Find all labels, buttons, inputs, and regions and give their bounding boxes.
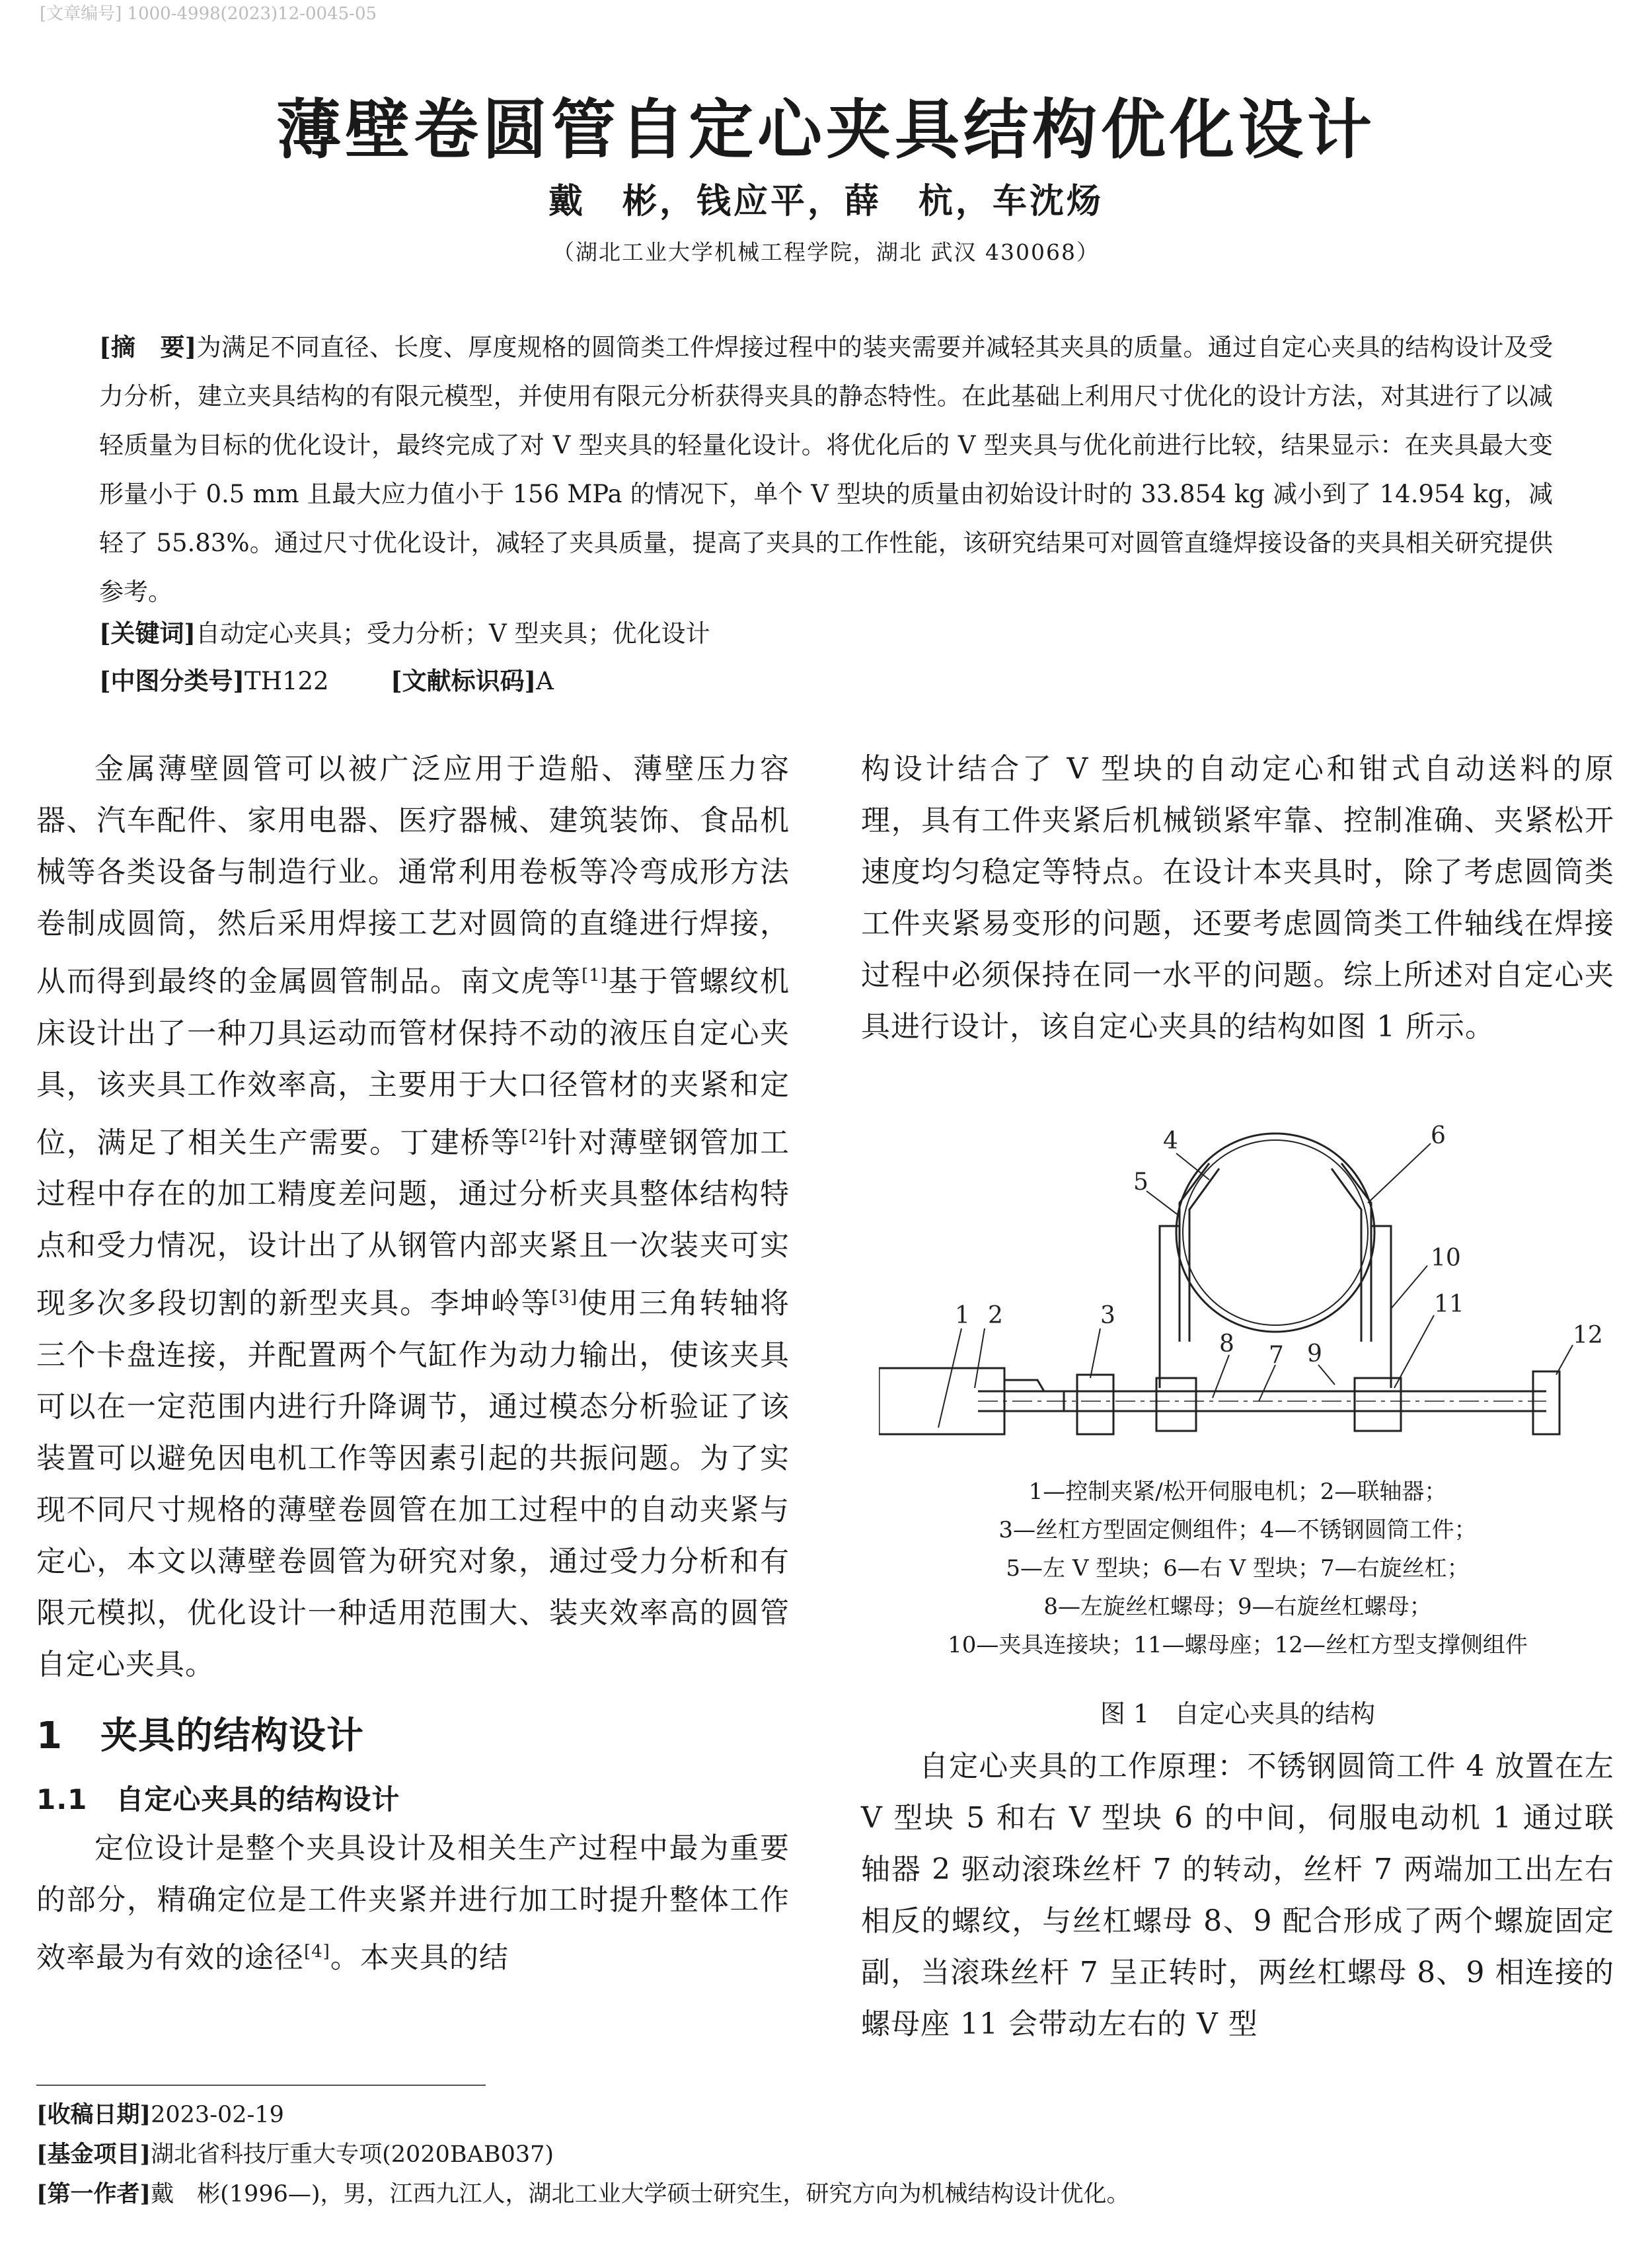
classification-tag: [中图分类号]	[99, 666, 245, 695]
right-connecting-block	[1371, 1226, 1391, 1388]
footnote-divider	[36, 2085, 486, 2086]
doc-code-tag: [文献标识码]	[391, 666, 537, 695]
support-side-assembly	[1533, 1371, 1559, 1434]
label-2: 2	[988, 1302, 1003, 1329]
label-7: 7	[1269, 1342, 1284, 1369]
figure-caption: 图 1 自定心夹具的结构	[1100, 1699, 1376, 1728]
label-4: 4	[1163, 1128, 1178, 1155]
keywords	[99, 613, 710, 649]
classification-value: TH122	[244, 667, 329, 695]
doc-code-value: A	[536, 667, 554, 695]
legend-line: 1—控制夹紧/松开伺服电机；2—联轴器；	[1028, 1479, 1447, 1505]
citation-2: [2]	[521, 1126, 548, 1147]
classification	[99, 661, 554, 697]
header-note: [文章编号] 1000-4998(2023)12-0045-05	[40, 4, 377, 24]
keywords-tag: [关键词]	[99, 619, 196, 648]
section-1-1-paragraph: 定位设计是整个夹具设计及相关生产过程中最为重要的部分，精确定位是工件夹紧并进行加工时提升整体工作效率最为有效的途径[4]。本夹具的结	[36, 1831, 790, 1975]
right-nut-seat	[1355, 1378, 1401, 1431]
working-principle-paragraph: 自定心夹具的工作原理：不锈钢圆筒工件 4 放置在左 V 型块 5 和右 V 型块 6 的中间，伺服电动机 1 通过联轴器 2 驱动滚珠丝杆 7 的转动，丝杆 7 两端加工出左右相反的螺纹，与丝杠螺母 8、9 配合形成了两个螺旋固定副，当滚珠丝杆 7 呈正转时，两丝杠螺母 8、9 相连接的螺母座 11 会带动左右的 V 型	[861, 1749, 1614, 2041]
right-column	[861, 744, 1614, 1053]
affiliation: （湖北工业大学机械工程学院，湖北 武汉 430068）	[552, 239, 1100, 265]
citation-3: [3]	[551, 1287, 578, 1308]
legend-line: 10—夹具连接块；11—螺母座；12—丝杠方型支撑侧组件	[948, 1632, 1528, 1658]
section-heading-1: 1 夹具的结构设计	[36, 1714, 364, 1757]
workpiece-tube	[1176, 1134, 1374, 1332]
footnote-received: [收稿日期]2023-02-19	[36, 2101, 284, 2128]
label-9: 9	[1307, 1340, 1322, 1367]
label-6: 6	[1431, 1122, 1446, 1149]
legend-line: 8—左旋丝杠螺母；9—右旋丝杠螺母；	[1043, 1594, 1432, 1620]
coupling	[1004, 1380, 1064, 1411]
figure-legend	[861, 1473, 1614, 1664]
label-8: 8	[1219, 1330, 1234, 1358]
legend-line: 5—左 V 型块；6—右 V 型块；7—右旋丝杠；	[1006, 1555, 1470, 1582]
label-5: 5	[1133, 1169, 1148, 1196]
working-principle	[861, 1741, 1614, 2050]
paper-title: 薄壁卷圆管自定心夹具结构优化设计	[276, 93, 1376, 168]
left-nut-seat	[1156, 1378, 1196, 1431]
authors: 戴 彬，钱应平，薛 杭，车沈炀	[548, 181, 1104, 221]
design-paragraph: 构设计结合了 V 型块的自动定心和钳式自动送料的原理，具有工件夹紧后机械锁紧牢靠、控制准确、夹紧松开速度均匀稳定等特点。在设计本夹具时，除了考虑圆筒类工件夹紧易变形的问题，还要考虑圆筒类工件轴线在焊接过程中必须保持在同一水平的问题。综上所述对自定心夹具进行设计，该自定心夹具的结构如图 1 所示。	[861, 752, 1614, 1044]
fixed-side-assembly	[1077, 1375, 1113, 1434]
label-11: 11	[1434, 1291, 1464, 1318]
citation-1: [1]	[582, 966, 608, 985]
footnote-author: [第一作者]戴 彬(1996—)，男，江西九江人，湖北工业大学硕士研究生，研究方向为机械结构设计优化。	[36, 2180, 1130, 2208]
abstract-text: 为满足不同直径、长度、厚度规格的圆筒类工件焊接过程中的装夹需要并减轻其夹具的质量。通过自定心夹具的结构设计及受力分析，建立夹具结构的有限元模型，并使用有限元分析获得夹具的静态特性。在此基础上利用尺寸优化的设计方法，对其进行了以减轻质量为目标的优化设计，最终完成了对 V 型夹具的轻量化设计。将优化后的 V 型夹具与优化前进行比较，结果显示：在夹具最大变形量小于 0.5 mm 且最大应力值小于 156 MPa 的情况下，单个 V 型块的质量由初始设计时的 33.854 kg 减小到了 14.954 kg，减轻了 55.83%。通过尺寸优化设计，减轻了夹具质量，提高了夹具的工作性能，该研究结果可对圆管直缝焊接设备的夹具相关研究提供参考。	[99, 333, 1554, 606]
keywords-text: 自动定心夹具；受力分析；V 型夹具；优化设计	[196, 619, 710, 648]
abstract	[99, 323, 1553, 617]
abstract-tag: [摘 要]	[99, 332, 197, 362]
left-connecting-block	[1160, 1226, 1180, 1388]
label-1: 1	[955, 1302, 970, 1329]
citation-4: [4]	[304, 1941, 330, 1962]
label-3: 3	[1100, 1302, 1115, 1329]
left-column	[36, 744, 790, 1984]
label-10: 10	[1431, 1245, 1461, 1272]
legend-line: 3—丝杠方型固定侧组件；4—不锈钢圆筒工件；	[998, 1517, 1477, 1543]
subsection-heading-1-1: 1.1 自定心夹具的结构设计	[36, 1783, 400, 1816]
label-12: 12	[1573, 1322, 1603, 1349]
footnote-fund: [基金项目]湖北省科技厅重大专项(2020BAB037)	[36, 2141, 554, 2168]
intro-paragraph: 金属薄壁圆管可以被广泛应用于造船、薄壁压力容器、汽车配件、家用电器、医疗器械、建筑装饰、食品机械等各类设备与制造行业。通常利用卷板等冷弯成形方法卷制成圆筒，然后采用焊接工艺对圆筒的直缝进行焊接，从而得到最终的金属圆管制品。南文虎等[1]基于管螺纹机床设计出了一种刀具运动而管材保持不动的液压自定心夹具，该夹具工作效率高，主要用于大口径管材的夹紧和定位，满足了相关生产需要。丁建桥等[2]针对薄壁钢管加工过程中存在的加工精度差问题，通过分析夹具整体结构特点和受力情况，设计出了从钢管内部夹紧且一次装夹可实现多次多段切割的新型夹具。李坤岭等[3]使用三角转轴将三个卡盘连接，并配置两个气缸作为动力输出，使该夹具可以在一定范围内进行升降调节，通过模态分析验证了该装置可以避免因电机工作等因素引起的共振问题。为了实现不同尺寸规格的薄壁卷圆管在加工过程中的自动夹紧与定心，本文以薄壁卷圆管为研究对象，通过受力分析和有限元模拟，优化设计一种适用范围大、装夹效率高的圆管自定心夹具。	[36, 752, 790, 1681]
fixture-structure-figure	[879, 1117, 1612, 1461]
